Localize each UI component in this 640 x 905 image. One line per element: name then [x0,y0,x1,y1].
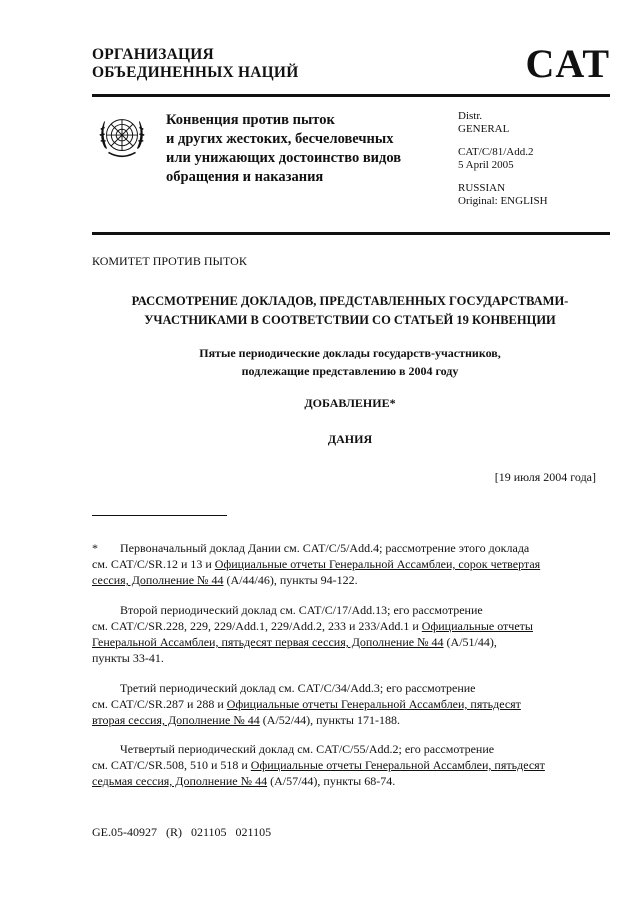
footnote-separator [92,515,227,516]
distr-general: GENERAL [458,123,510,135]
document-date: 5 April 2005 [458,159,514,171]
sub-heading-line-2: подлежащие представлению в 2004 году [241,364,459,378]
committee-name: КОМИТЕТ ПРОТИВ ПЫТОК [92,254,247,268]
header-rule-bottom [92,232,610,235]
footnote-1: * Первоначальный доклад Дании см. CAT/C/5/Add.4; рассмотрение этого доклада см. CAT/C/SR.12 и 13 и Официальные отчеты Генеральной Ассамблеи, сорок четвертая сессия, Дополнение № 44 (A/44/46), пункты 94-122. [92,541,541,587]
footnote-4: Четвертый периодический доклад см. CAT/C/55/Add.2; его рассмотрение см. CAT/C/SR.508, 510 и 518 и Официальные отчеты Генеральной Ассамблеи, пятьдесят седьмая сессия, Дополнение № 44 (A/57/44), пункты 68-74. [92,742,545,788]
official-records-link: Официальные отчеты Генеральной Ассамблеи, сорок четвертая [214,557,541,571]
official-records-link: Официальные отчеты [421,619,533,633]
official-records-link: Официальные отчеты Генеральной Ассамблеи, пятьдесят [250,758,545,772]
org-line-1: ОРГАНИЗАЦИЯ [92,46,214,63]
heading-line-1: РАССМОТРЕНИЕ ДОКЛАДОВ, ПРЕДСТАВЛЕННЫХ ГОСУДАРСТВАМИ- [131,294,569,308]
country-name: ДАНИЯ [327,432,373,446]
official-records-link: Официальные отчеты Генеральной Ассамблеи, пятьдесят [226,697,521,711]
distr-label: Distr. [458,110,483,122]
original-language: Original: ENGLISH [458,195,548,207]
convention-line-2: и других жестоких, бесчеловечных [166,131,394,147]
organization-name [92,46,298,82]
document-symbol: CAT/C/81/Add.2 [458,146,534,158]
supplement-link: Генеральной Ассамблеи, пятьдесят первая сессия, Дополнение № 44 [92,635,444,649]
main-heading [92,292,608,330]
report-date: [19 июля 2004 года] [494,470,596,484]
footnote-marker: * [92,541,98,555]
convention-line-1: Конвенция против пыток [166,112,335,128]
sub-heading [92,344,608,380]
addendum-label: ДОБАВЛЕНИЕ* [304,396,396,410]
document-language: RUSSIAN [458,182,506,194]
footnote-2: Второй периодический доклад см. CAT/C/17/Add.13; его рассмотрение см. CAT/C/SR.228, 229, 229/Add.1, 229/Add.2, 233 и 233/Add.1 и Официальные отчеты Генеральной Ассамблеи, пятьдесят первая сессия, Дополнение № 44 (A/51/44), пункты 33-41. [92,603,533,665]
header-rule-top [92,94,610,97]
un-emblem-icon [93,108,151,166]
job-number: GE.05-40927 (R) 021105 021105 [92,825,272,839]
org-line-2: ОБЪЕДИНЕННЫХ НАЦИЙ [92,64,299,81]
supplement-link: сессия, Дополнение № 44 [92,573,224,587]
document-code: CAT [525,41,610,86]
heading-line-2: УЧАСТНИКАМИ В СООТВЕТСТВИИ СО СТАТЬЕЙ 19 КОНВЕНЦИИ [144,313,556,327]
distribution-block [458,110,548,208]
supplement-link: вторая сессия, Дополнение № 44 [92,713,260,727]
convention-line-3: или унижающих достоинство видов [166,150,402,166]
convention-line-4: обращения и наказания [166,169,324,185]
sub-heading-line-1: Пятые периодические доклады государств-участников, [199,346,501,360]
convention-title [166,111,401,187]
footnote-3: Третий периодический доклад см. CAT/C/34/Add.3; его рассмотрение см. CAT/C/SR.287 и 288 и Официальные отчеты Генеральной Ассамблеи, пятьдесят вторая сессия, Дополнение № 44 (A/52/44), пункты 171-188. [92,681,521,727]
supplement-link: седьмая сессия, Дополнение № 44 [92,774,268,788]
